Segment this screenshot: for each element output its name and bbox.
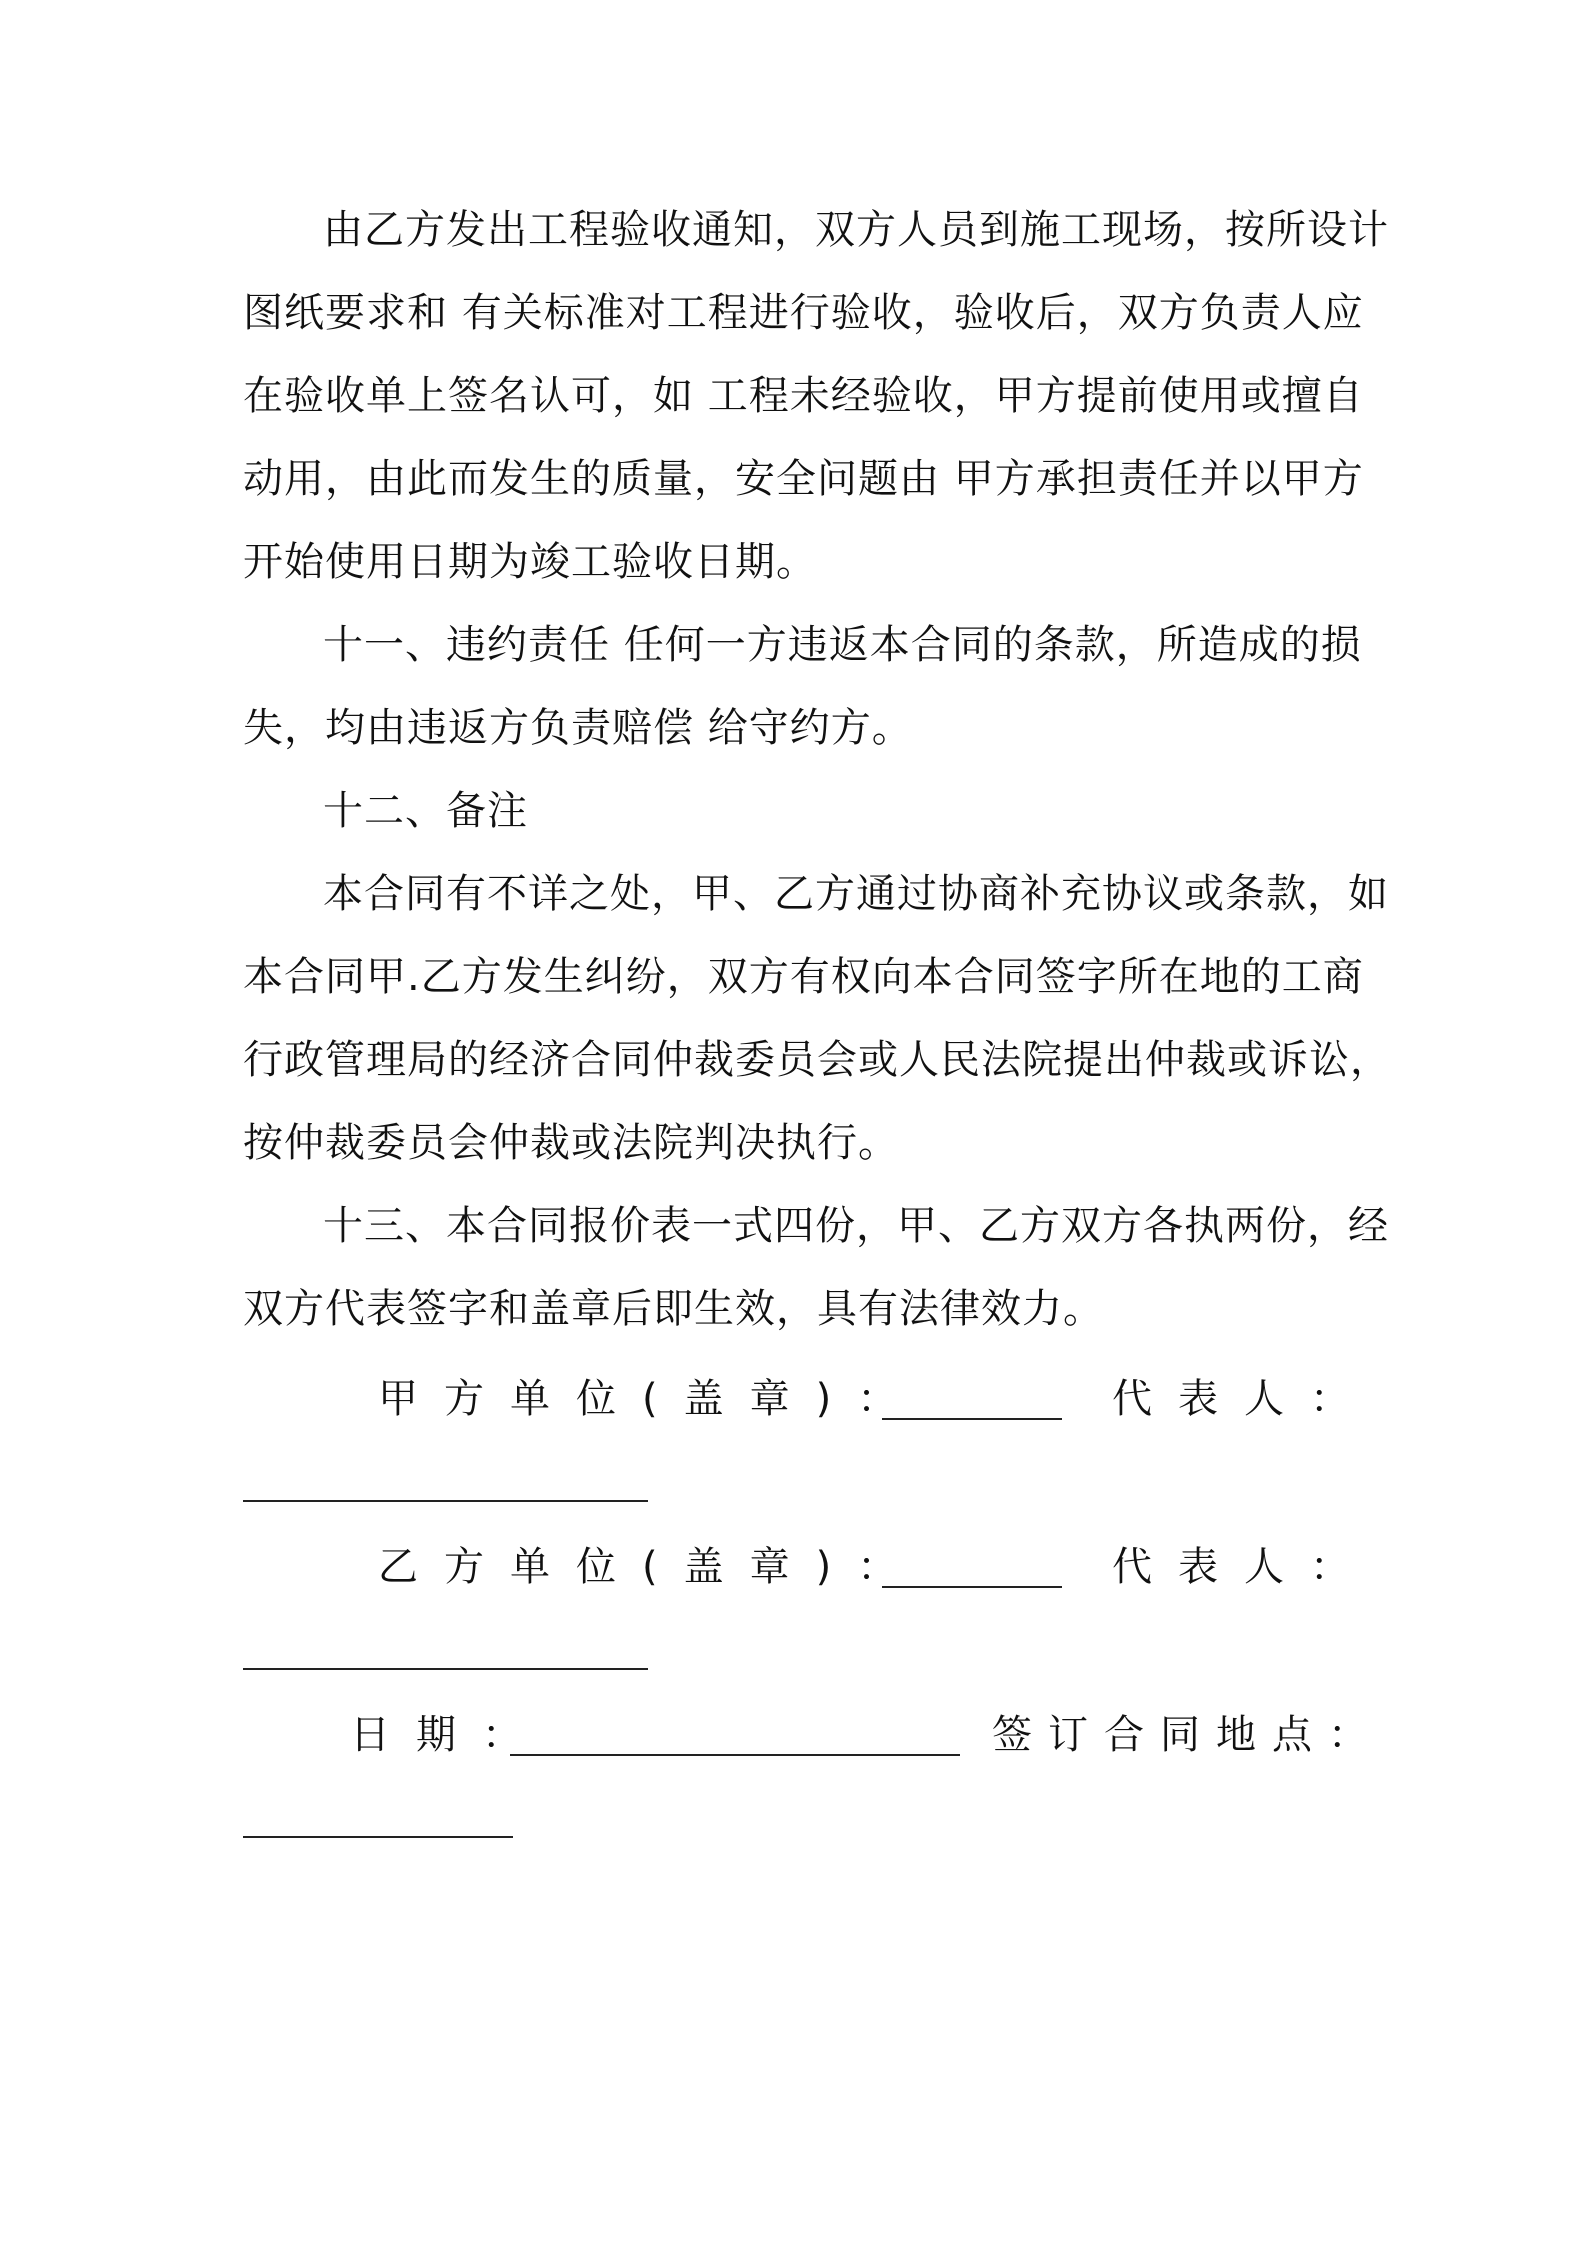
party-a-representative-blank [243,1500,648,1502]
paragraph-acceptance-line-4: 动用，由此而发生的质量，安全问题由 甲方承担责任并以甲方 [243,456,1364,502]
date-label: 日期： [350,1712,548,1758]
date-blank [510,1754,960,1756]
party-a-unit-label: 甲方单位(盖章)： [378,1376,924,1422]
party-a-unit-blank [882,1418,1062,1420]
paragraph-acceptance-line-2: 图纸要求和 有关标准对工程进行验收，验收后，双方负责人应 [243,290,1364,336]
clause-copies-line-2: 双方代表签字和盖章后即生效，具有法律效力。 [243,1286,1104,1332]
paragraph-acceptance-line-5: 开始使用日期为竣工验收日期。 [243,539,817,585]
paragraph-remarks-line-2: 本合同甲.乙方发生纠纷，双方有权向本合同签字所在地的工商 [243,954,1364,1000]
clause-breach-line-2: 失，均由违返方负责赔偿 给守约方。 [243,705,913,751]
paragraph-remarks-line-3: 行政管理局的经济合同仲裁委员会或人民法院提出仲裁或诉讼， [243,1037,1391,1083]
party-b-representative-blank [243,1668,648,1670]
paragraph-remarks-line-4: 按仲裁委员会仲裁或法院判决执行。 [243,1120,899,1166]
clause-copies-line-1: 十三、本合同报价表一式四份，甲、乙方双方各执两份，经 [323,1203,1389,1249]
party-a-representative-label: 代表人： [1112,1376,1376,1422]
party-b-unit-label: 乙方单位(盖章)： [378,1544,924,1590]
signing-place-blank [243,1836,513,1838]
clause-breach-line-1: 十一、违约责任 任何一方违返本合同的条款，所造成的损 [323,622,1362,668]
party-b-representative-label: 代表人： [1112,1544,1376,1590]
paragraph-acceptance-line-3: 在验收单上签名认可，如 工程未经验收，甲方提前使用或擅自 [243,373,1364,419]
paragraph-acceptance-line-1: 由乙方发出工程验收通知，双方人员到施工现场，按所设计 [323,207,1389,253]
party-b-unit-blank [882,1586,1062,1588]
signing-place-label: 签订合同地点： [992,1712,1384,1758]
section-heading-remarks: 十二、备注 [323,788,528,834]
paragraph-remarks-line-1: 本合同有不详之处，甲、乙方通过协商补充协议或条款，如 [323,871,1389,917]
